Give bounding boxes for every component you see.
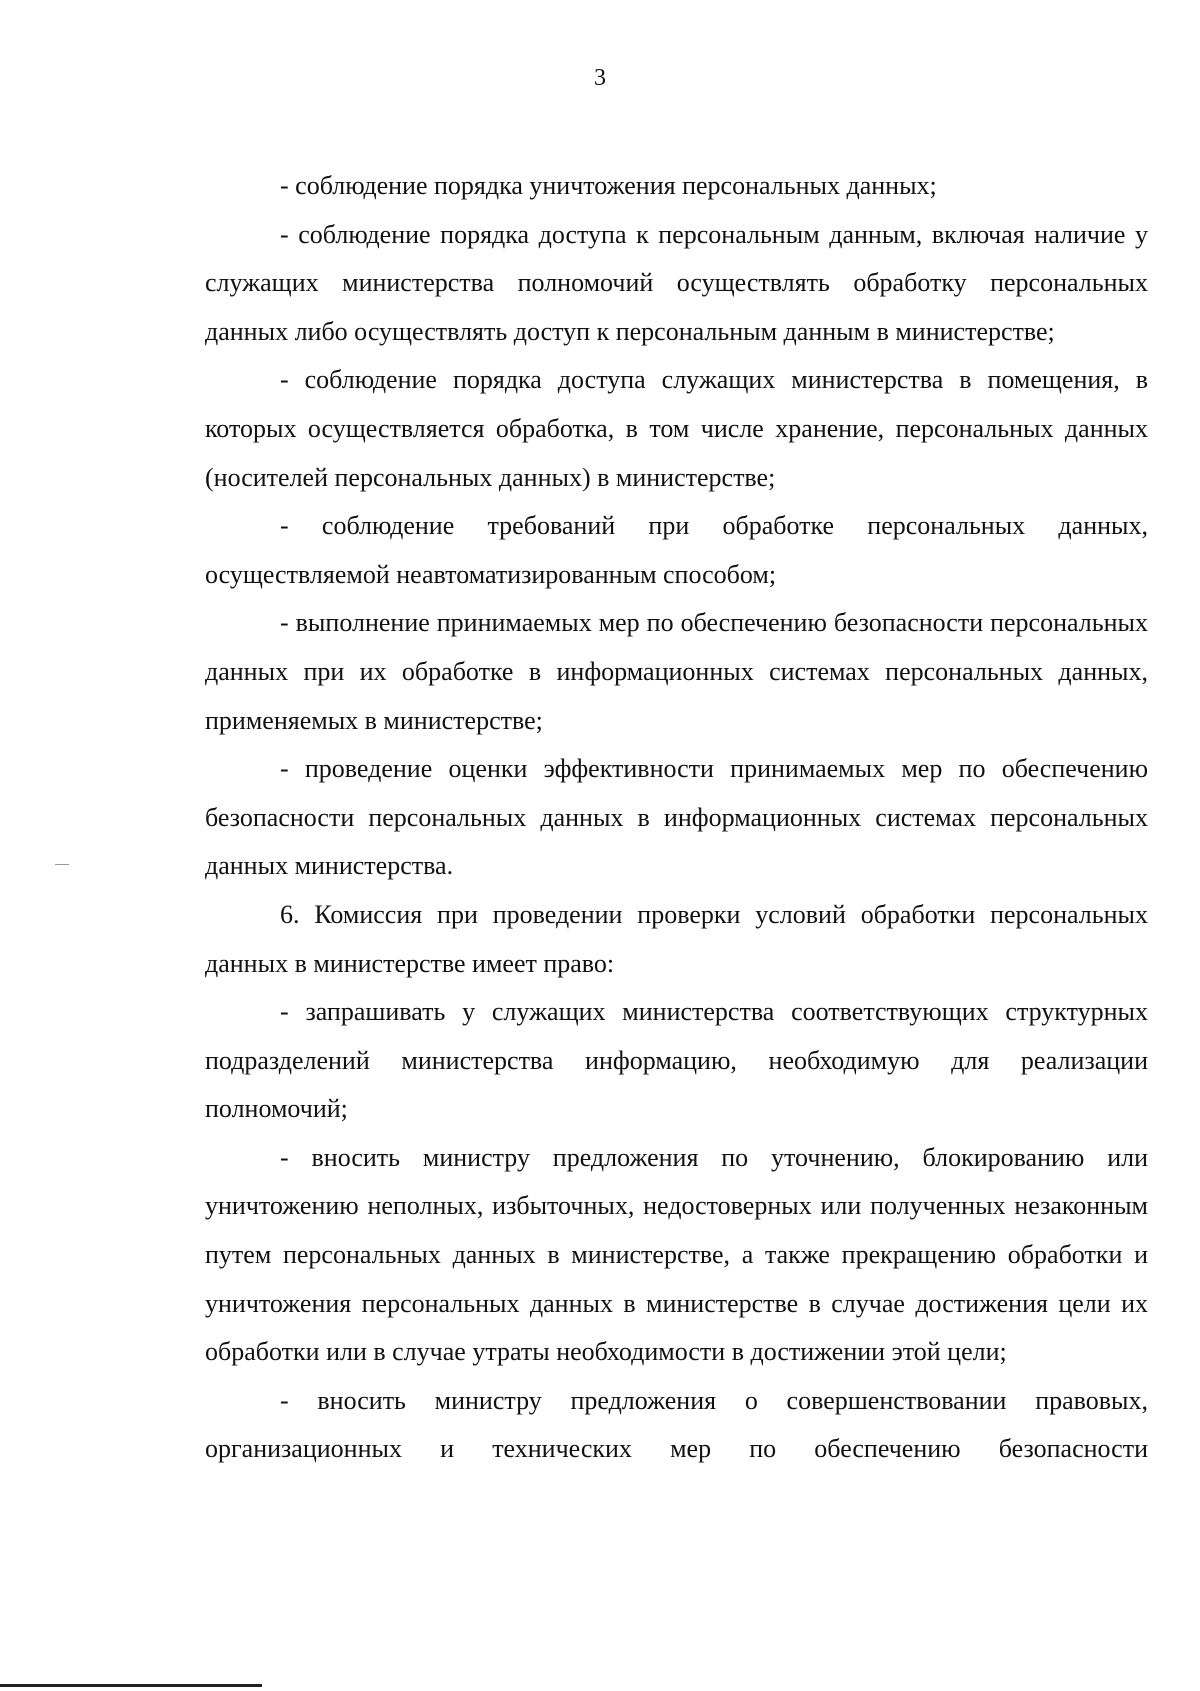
paragraph: 6. Комиссия при проведении проверки условий обработки персональных данных в министерстве имеет право: xyxy=(205,899,1148,978)
paragraph: - вносить министру предложения о совершенствовании правовых, организационных и технических мер по обеспечению безопасности xyxy=(205,1385,1148,1464)
paragraph: - выполнение принимаемых мер по обеспечению безопасности персональных данных при их обработке в информационных системах персональных данных, применяемых в министерстве; xyxy=(205,608,1148,735)
document-body xyxy=(205,162,1148,1474)
paragraph: - соблюдение порядка уничтожения персональных данных; xyxy=(280,171,937,200)
paragraph: - соблюдение порядка доступа к персональным данным, включая наличие у служащих министерства полномочий осуществлять обработку персональных данных либо осуществлять доступ к персональным данным в министерстве; xyxy=(205,219,1148,346)
margin-mark xyxy=(55,864,69,865)
footer-rule xyxy=(0,1684,262,1687)
paragraph: - соблюдение требований при обработке персональных данных, осуществляемой неавтоматизированным способом; xyxy=(205,511,1148,589)
page-number: 3 xyxy=(594,65,606,91)
paragraph: - запрашивать у служащих министерства соответствующих структурных подразделений министерства информацию, необходимую для реализации полномочий; xyxy=(205,997,1148,1124)
paragraph: - вносить министру предложения по уточнению, блокированию или уничтожению неполных, избыточных, недостоверных или полученных незаконным путем персональных данных в министерстве, а также прекращению обработки и уничтожения персональных данных в министерстве в случае достижения цели их обработки или в случае утраты необходимости в достижении этой цели; xyxy=(205,1142,1148,1367)
paragraph: - проведение оценки эффективности принимаемых мер по обеспечению безопасности персональных данных в информационных системах персональных данных министерства. xyxy=(205,754,1148,881)
paragraph: - соблюдение порядка доступа служащих министерства в помещения, в которых осуществляется обработка, в том числе хранение, персональных данных (носителей персональных данных) в министерстве; xyxy=(205,365,1148,492)
